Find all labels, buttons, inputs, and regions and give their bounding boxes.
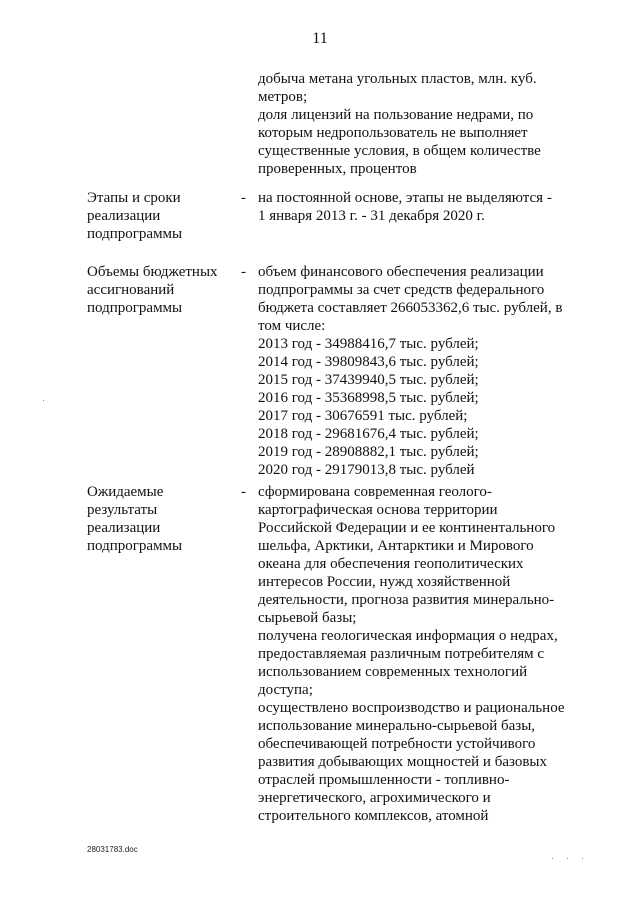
section-content-stages — [258, 189, 578, 225]
text-line: интересов России, нужд хозяйственной — [258, 574, 511, 590]
text-line: энергетического, агрохимического и — [258, 790, 491, 806]
label-line: ассигнований — [87, 282, 175, 298]
text-line: доступа; — [258, 682, 313, 698]
text-line: объем финансового обеспечения реализации — [258, 264, 544, 280]
text-line: том числе: — [258, 318, 326, 334]
continued-text — [258, 70, 578, 178]
text-line: сформирована современная геолого- — [258, 484, 492, 500]
budget-year-line: 2015 год - 37439940,5 тыс. рублей; — [258, 372, 479, 388]
text-line: метров; — [258, 89, 308, 105]
budget-year-line: 2016 год - 35368998,5 тыс. рублей; — [258, 390, 479, 406]
budget-year-line: 2020 год - 29179013,8 тыс. рублей — [258, 462, 475, 478]
section-label-results — [87, 483, 227, 555]
budget-year-line: 2019 год - 28908882,1 тыс. рублей; — [258, 444, 479, 460]
text-line: океана для обеспечения геополитических — [258, 556, 524, 572]
text-line: осуществлено воспроизводство и рациональное — [258, 700, 565, 716]
text-line: деятельности, прогноза развития минерально- — [258, 592, 555, 608]
budget-year-line: 2013 год - 34988416,7 тыс. рублей; — [258, 336, 479, 352]
section-content-results — [258, 483, 578, 825]
label-line: реализации — [87, 520, 161, 536]
budget-year-line: 2014 год - 39809843,6 тыс. рублей; — [258, 354, 479, 370]
text-line: Российской Федерации и ее континентального — [258, 520, 556, 536]
text-line: существенные условия, в общем количестве — [258, 143, 541, 159]
text-line: подпрограммы за счет средств федерального — [258, 282, 545, 298]
text-line: на постоянной основе, этапы не выделяются - — [258, 190, 552, 206]
scan-speck — [567, 858, 568, 859]
section-content-budget — [258, 263, 578, 479]
section-label-stages — [87, 189, 227, 243]
scan-speck — [582, 858, 583, 859]
text-line: получена геологическая информация о недрах, — [258, 628, 558, 644]
page-number: 11 — [312, 30, 328, 47]
text-line: развития добывающих мощностей и базовых — [258, 754, 547, 770]
text-line: которым недропользователь не выполняет — [258, 125, 528, 141]
text-line: строительного комплексов, атомной — [258, 808, 489, 824]
text-line: проверенных, процентов — [258, 161, 417, 177]
label-line: подпрограммы — [87, 226, 183, 242]
document-filename: 28031783.doc — [87, 845, 138, 854]
section-dash: - — [241, 484, 246, 500]
text-line: шельфа, Арктики, Антарктики и Мирового — [258, 538, 534, 554]
text-line: предоставляемая различным потребителям с — [258, 646, 545, 662]
text-line: использование минерально-сырьевой базы, — [258, 718, 536, 734]
text-line: сырьевой базы; — [258, 610, 357, 626]
budget-year-line: 2017 год - 30676591 тыс. рублей; — [258, 408, 468, 424]
text-line: 1 января 2013 г. - 31 декабря 2020 г. — [258, 208, 485, 224]
label-line: подпрограммы — [87, 300, 183, 316]
section-label-budget — [87, 263, 227, 317]
text-line: отраслей промышленности - топливно- — [258, 772, 510, 788]
scan-speck — [43, 400, 44, 401]
budget-year-line: 2018 год - 29681676,4 тыс. рублей; — [258, 426, 479, 442]
text-line: бюджета составляет 266053362,6 тыс. рублей, в — [258, 300, 563, 316]
label-line: Объемы бюджетных — [87, 264, 218, 280]
label-line: Этапы и сроки — [87, 190, 181, 206]
text-line: использованием современных технологий — [258, 664, 528, 680]
label-line: реализации — [87, 208, 161, 224]
section-dash: - — [241, 190, 246, 206]
text-line: картографическая основа территории — [258, 502, 498, 518]
text-line: добыча метана угольных пластов, млн. куб. — [258, 71, 537, 87]
text-line: обеспечивающей потребности устойчивого — [258, 736, 536, 752]
label-line: подпрограммы — [87, 538, 183, 554]
text-line: доля лицензий на пользование недрами, по — [258, 107, 534, 123]
scan-speck — [552, 858, 553, 859]
label-line: результаты — [87, 502, 158, 518]
label-line: Ожидаемые — [87, 484, 164, 500]
section-dash: - — [241, 264, 246, 280]
